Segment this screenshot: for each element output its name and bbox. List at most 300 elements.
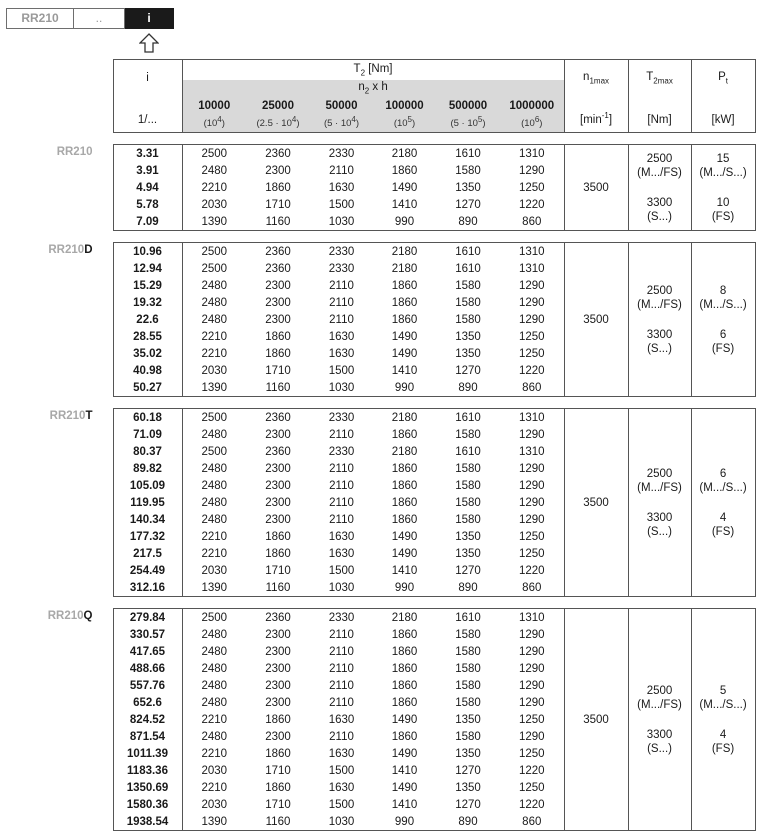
torque-value: 2480 bbox=[201, 462, 228, 475]
torque-value: 990 bbox=[373, 813, 436, 831]
ratio-cell: 417.65 bbox=[113, 643, 182, 660]
torque-value: 1630 bbox=[328, 781, 355, 794]
torque-value: 860 bbox=[500, 579, 564, 597]
t2max-value: 2500 (M.../FS) 3300 (S...) bbox=[628, 145, 691, 231]
ratio-cell: 105.09 bbox=[113, 477, 182, 494]
torque-value: 1250 bbox=[518, 713, 545, 726]
ratio-cell: 5.78 bbox=[113, 196, 182, 213]
torque-value: 1250 bbox=[518, 547, 545, 560]
torque-value: 1030 bbox=[310, 579, 373, 597]
ratio-cell: 279.84 bbox=[113, 609, 182, 627]
n1max-value: 3500 bbox=[564, 145, 628, 231]
table-row bbox=[5, 243, 755, 261]
torque-value: 1290 bbox=[518, 696, 545, 709]
torque-value: 1580 bbox=[455, 313, 481, 326]
torque-value: 1490 bbox=[391, 347, 418, 360]
torque-value: 1290 bbox=[518, 313, 545, 326]
torque-value: 2110 bbox=[329, 662, 354, 675]
life-value: 10000 bbox=[198, 100, 231, 112]
pt-value: 15 (M.../S...) 10 (FS) bbox=[691, 145, 755, 231]
torque-value: 2480 bbox=[201, 313, 228, 326]
torque-value: 1290 bbox=[518, 645, 545, 658]
torque-value: 2110 bbox=[329, 313, 354, 326]
ratio-cell: 89.82 bbox=[113, 460, 182, 477]
ratio-cell: 1938.54 bbox=[113, 813, 182, 831]
torque-value: 2480 bbox=[201, 679, 228, 692]
table-row bbox=[5, 145, 755, 163]
torque-value: 2300 bbox=[265, 279, 291, 292]
torque-value: 1220 bbox=[518, 564, 545, 577]
ratio-cell: 50.27 bbox=[113, 379, 182, 397]
torque-value: 2300 bbox=[265, 645, 291, 658]
t2max-value: 2500 (M.../FS) 3300 (S...) bbox=[628, 243, 691, 397]
torque-value: 2300 bbox=[265, 313, 291, 326]
torque-value: 1290 bbox=[518, 296, 545, 309]
torque-value: 890 bbox=[436, 579, 500, 597]
torque-value: 2300 bbox=[265, 428, 291, 441]
ratio-cell: 1011.39 bbox=[113, 745, 182, 762]
header-pt: $P_t$ bbox=[691, 60, 755, 97]
torque-value: 1030 bbox=[310, 379, 373, 397]
torque-value: 2210 bbox=[201, 781, 228, 794]
torque-value: 2110 bbox=[329, 496, 354, 509]
torque-value: 2180 bbox=[391, 262, 418, 275]
torque-value: 1860 bbox=[265, 330, 291, 343]
torque-value: 2500 bbox=[182, 145, 246, 163]
pt-value: 5 (M.../S...) 4 (FS) bbox=[691, 609, 755, 831]
ratio-cell: 15.29 bbox=[113, 277, 182, 294]
ratio-cell: 871.54 bbox=[113, 728, 182, 745]
torque-value: 1350 bbox=[455, 530, 481, 543]
torque-value: 1860 bbox=[391, 479, 418, 492]
torque-value: 2480 bbox=[201, 513, 228, 526]
torque-value: 2300 bbox=[265, 296, 291, 309]
torque-value: 1270 bbox=[455, 764, 481, 777]
torque-value: 2500 bbox=[201, 262, 228, 275]
torque-value: 1630 bbox=[328, 547, 355, 560]
torque-value: 2300 bbox=[265, 496, 291, 509]
torque-value: 1410 bbox=[391, 198, 418, 211]
torque-value: 2500 bbox=[182, 409, 246, 427]
torque-value: 2030 bbox=[201, 198, 228, 211]
torque-value: 2210 bbox=[201, 181, 228, 194]
torque-value: 2360 bbox=[265, 445, 291, 458]
ratio-cell: 28.55 bbox=[113, 328, 182, 345]
torque-value: 1860 bbox=[391, 313, 418, 326]
torque-value: 1290 bbox=[518, 679, 545, 692]
ratio-cell: 254.49 bbox=[113, 562, 182, 579]
torque-value: 2180 bbox=[373, 609, 436, 627]
torque-value: 2110 bbox=[329, 730, 354, 743]
torque-value: 1630 bbox=[328, 181, 355, 194]
torque-value: 2030 bbox=[201, 364, 228, 377]
header-t2max-unit: [Nm] bbox=[628, 96, 691, 133]
torque-value: 1860 bbox=[265, 181, 291, 194]
life-exp: $(2.5 \cdot 10^4)$ bbox=[256, 115, 300, 130]
torque-value: 1860 bbox=[265, 747, 291, 760]
life-value: 100000 bbox=[385, 100, 424, 112]
torque-value: 890 bbox=[436, 213, 500, 231]
torque-value: 1500 bbox=[328, 764, 355, 777]
ratio-cell: 1350.69 bbox=[113, 779, 182, 796]
torque-value: 2480 bbox=[201, 730, 228, 743]
torque-value: 2110 bbox=[329, 428, 354, 441]
torque-value: 2110 bbox=[329, 479, 354, 492]
torque-value: 1860 bbox=[391, 496, 418, 509]
torque-value: 1860 bbox=[391, 296, 418, 309]
torque-value: 990 bbox=[373, 379, 436, 397]
torque-value: 1030 bbox=[310, 813, 373, 831]
torque-value: 1860 bbox=[265, 713, 291, 726]
torque-value: 1410 bbox=[391, 364, 418, 377]
header-life-1 bbox=[246, 96, 310, 133]
torque-value: 1290 bbox=[518, 279, 545, 292]
ratio-cell: 80.37 bbox=[113, 443, 182, 460]
torque-value: 1860 bbox=[265, 547, 291, 560]
header-n1max-unit: $[\min^{-1}]$ bbox=[564, 96, 628, 133]
ratio-cell: 177.32 bbox=[113, 528, 182, 545]
torque-value: 1860 bbox=[391, 730, 418, 743]
ratio-cell: 330.57 bbox=[113, 626, 182, 643]
torque-value: 2210 bbox=[201, 347, 228, 360]
torque-value: 1350 bbox=[455, 330, 481, 343]
torque-value: 1490 bbox=[391, 330, 418, 343]
header-n1max: $n_{1max}$ bbox=[564, 60, 628, 97]
ratio-cell: 217.5 bbox=[113, 545, 182, 562]
header-n2-x-h: $n_2$ x h bbox=[182, 80, 564, 96]
torque-value: 1350 bbox=[455, 713, 481, 726]
torque-value: 1160 bbox=[246, 579, 310, 597]
life-value: 500000 bbox=[448, 100, 488, 112]
torque-value: 1290 bbox=[518, 428, 545, 441]
torque-value: 2180 bbox=[373, 409, 436, 427]
pt-value: 8 (M.../S...) 6 (FS) bbox=[691, 243, 755, 397]
ratio-cell: 4.94 bbox=[113, 179, 182, 196]
torque-value: 1390 bbox=[182, 379, 246, 397]
torque-value: 1630 bbox=[328, 330, 355, 343]
torque-value: 1390 bbox=[182, 213, 246, 231]
ratio-cell: 557.76 bbox=[113, 677, 182, 694]
torque-value: 2300 bbox=[265, 164, 291, 177]
torque-value: 1630 bbox=[328, 713, 355, 726]
header-i: i bbox=[113, 60, 182, 97]
torque-value: 2110 bbox=[329, 645, 354, 658]
torque-value: 1270 bbox=[455, 564, 481, 577]
torque-value: 2500 bbox=[201, 445, 228, 458]
torque-value: 1290 bbox=[518, 479, 545, 492]
torque-value: 1580 bbox=[455, 164, 481, 177]
torque-value: 2360 bbox=[265, 262, 291, 275]
torque-value: 2110 bbox=[329, 462, 354, 475]
torque-value: 2300 bbox=[265, 462, 291, 475]
pt-value: 6 (M.../S...) 4 (FS) bbox=[691, 409, 755, 597]
torque-value: 990 bbox=[373, 579, 436, 597]
torque-value: 2210 bbox=[201, 330, 228, 343]
torque-value: 1860 bbox=[391, 428, 418, 441]
torque-value: 1410 bbox=[391, 564, 418, 577]
torque-value: 1860 bbox=[391, 628, 418, 641]
torque-value: 2360 bbox=[246, 145, 310, 163]
torque-value: 1310 bbox=[500, 145, 564, 163]
tab-i-active[interactable]: i bbox=[125, 8, 174, 29]
torque-value: 1310 bbox=[500, 243, 564, 261]
ratio-cell: 824.52 bbox=[113, 711, 182, 728]
torque-value: 1490 bbox=[391, 530, 418, 543]
torque-value: 1580 bbox=[455, 296, 481, 309]
torque-value: 2210 bbox=[201, 713, 228, 726]
group-name: RR210T bbox=[49, 409, 93, 422]
t2max-value: 2500 (M.../FS) 3300 (S...) bbox=[628, 409, 691, 597]
ratio-cell: 7.09 bbox=[113, 213, 182, 231]
torque-value: 2110 bbox=[329, 628, 354, 641]
torque-value: 1860 bbox=[391, 462, 418, 475]
torque-value: 1860 bbox=[391, 679, 418, 692]
n1max-value: 3500 bbox=[564, 243, 628, 397]
ratio-cell: 3.91 bbox=[113, 162, 182, 179]
header-life-4 bbox=[436, 96, 500, 133]
torque-value: 1270 bbox=[455, 198, 481, 211]
torque-value: 1630 bbox=[328, 530, 355, 543]
torque-value: 2210 bbox=[201, 547, 228, 560]
torque-value: 1580 bbox=[455, 479, 481, 492]
header-pt-unit: [kW] bbox=[691, 96, 755, 133]
torque-value: 2330 bbox=[310, 145, 373, 163]
torque-value: 2110 bbox=[329, 296, 354, 309]
life-value: 50000 bbox=[325, 100, 358, 112]
torque-value: 1160 bbox=[246, 379, 310, 397]
torque-value: 2480 bbox=[201, 496, 228, 509]
ratio-cell: 10.96 bbox=[113, 243, 182, 261]
ratio-cell: 652.6 bbox=[113, 694, 182, 711]
torque-value: 2300 bbox=[265, 679, 291, 692]
torque-value: 1220 bbox=[518, 764, 545, 777]
torque-value: 1390 bbox=[182, 579, 246, 597]
torque-value: 1160 bbox=[246, 813, 310, 831]
torque-value: 2480 bbox=[201, 164, 228, 177]
header-life-2 bbox=[310, 96, 373, 133]
torque-value: 1410 bbox=[391, 798, 418, 811]
torque-value: 2300 bbox=[265, 696, 291, 709]
arrow-up-icon bbox=[139, 33, 159, 53]
ratio-cell: 40.98 bbox=[113, 362, 182, 379]
life-exp: $(10^4)$ bbox=[203, 115, 225, 130]
torque-value: 1580 bbox=[455, 679, 481, 692]
life-exp: $(5 \cdot 10^4)$ bbox=[323, 115, 360, 130]
torque-value: 1290 bbox=[518, 628, 545, 641]
torque-value: 890 bbox=[436, 813, 500, 831]
n1max-value: 3500 bbox=[564, 609, 628, 831]
torque-value: 1610 bbox=[455, 445, 481, 458]
torque-value: 2210 bbox=[201, 747, 228, 760]
torque-value: 1390 bbox=[182, 813, 246, 831]
torque-value: 1580 bbox=[455, 628, 481, 641]
torque-value: 1610 bbox=[455, 262, 481, 275]
tab-rr210[interactable]: RR210 bbox=[6, 8, 74, 29]
torque-value: 1290 bbox=[518, 662, 545, 675]
torque-value: 1250 bbox=[518, 347, 545, 360]
torque-value: 1630 bbox=[328, 747, 355, 760]
table-row bbox=[5, 409, 755, 427]
torque-value: 1160 bbox=[246, 213, 310, 231]
torque-value: 2110 bbox=[329, 279, 354, 292]
torque-value: 2030 bbox=[201, 764, 228, 777]
torque-value: 1350 bbox=[455, 547, 481, 560]
ratio-cell: 1183.36 bbox=[113, 762, 182, 779]
breadcrumb bbox=[6, 8, 174, 29]
torque-value: 1610 bbox=[436, 609, 500, 627]
torque-value: 2300 bbox=[265, 513, 291, 526]
table-row bbox=[5, 609, 755, 627]
torque-value: 1270 bbox=[455, 798, 481, 811]
ratio-cell: 488.66 bbox=[113, 660, 182, 677]
torque-value: 2300 bbox=[265, 479, 291, 492]
torque-value: 1580 bbox=[455, 462, 481, 475]
torque-value: 1860 bbox=[265, 347, 291, 360]
torque-value: 1290 bbox=[518, 462, 545, 475]
torque-value: 1490 bbox=[391, 547, 418, 560]
torque-value: 1490 bbox=[391, 713, 418, 726]
ratio-cell: 3.31 bbox=[113, 145, 182, 163]
group-name: RR210Q bbox=[47, 609, 93, 622]
torque-value: 1290 bbox=[518, 496, 545, 509]
torque-value: 1500 bbox=[328, 364, 355, 377]
ratio-cell: 1580.36 bbox=[113, 796, 182, 813]
torque-value: 1410 bbox=[391, 764, 418, 777]
torque-value: 1290 bbox=[518, 164, 545, 177]
torque-value: 1580 bbox=[455, 496, 481, 509]
torque-value: 1250 bbox=[518, 747, 545, 760]
torque-value: 2360 bbox=[246, 243, 310, 261]
torque-value: 890 bbox=[436, 379, 500, 397]
torque-value: 2330 bbox=[310, 609, 373, 627]
torque-value: 2180 bbox=[373, 243, 436, 261]
torque-value: 2110 bbox=[329, 164, 354, 177]
ratio-cell: 140.34 bbox=[113, 511, 182, 528]
torque-value: 2180 bbox=[391, 445, 418, 458]
torque-value: 860 bbox=[500, 379, 564, 397]
torque-value: 1710 bbox=[265, 764, 291, 777]
torque-value: 1610 bbox=[436, 409, 500, 427]
torque-value: 1350 bbox=[455, 747, 481, 760]
life-exp: $(10^6)$ bbox=[521, 115, 543, 130]
torque-value: 2330 bbox=[310, 409, 373, 427]
torque-value: 860 bbox=[500, 213, 564, 231]
ratio-cell: 35.02 bbox=[113, 345, 182, 362]
torque-value: 1290 bbox=[518, 513, 545, 526]
torque-value: 1250 bbox=[518, 330, 545, 343]
header-i-unit: 1/... bbox=[113, 96, 182, 133]
torque-value: 1310 bbox=[500, 409, 564, 427]
torque-spec-table bbox=[5, 59, 756, 831]
torque-value: 2480 bbox=[201, 479, 228, 492]
ratio-cell: 60.18 bbox=[113, 409, 182, 427]
torque-value: 2480 bbox=[201, 296, 228, 309]
torque-value: 2500 bbox=[182, 243, 246, 261]
n1max-value: 3500 bbox=[564, 409, 628, 597]
torque-value: 1860 bbox=[391, 513, 418, 526]
header-t2: $T_2$ [Nm] bbox=[182, 60, 564, 81]
ratio-cell: 19.32 bbox=[113, 294, 182, 311]
torque-value: 1860 bbox=[391, 645, 418, 658]
torque-value: 1250 bbox=[518, 781, 545, 794]
torque-value: 2360 bbox=[246, 609, 310, 627]
torque-value: 2480 bbox=[201, 628, 228, 641]
torque-value: 1580 bbox=[455, 513, 481, 526]
ratio-cell: 12.94 bbox=[113, 260, 182, 277]
torque-value: 1250 bbox=[518, 181, 545, 194]
ratio-cell: 312.16 bbox=[113, 579, 182, 597]
torque-value: 1500 bbox=[328, 198, 355, 211]
torque-value: 2300 bbox=[265, 628, 291, 641]
torque-value: 1630 bbox=[328, 347, 355, 360]
torque-value: 2180 bbox=[373, 145, 436, 163]
header-life-3 bbox=[373, 96, 436, 133]
group-name: RR210 bbox=[56, 145, 93, 158]
torque-value: 2110 bbox=[329, 513, 354, 526]
torque-value: 2300 bbox=[265, 730, 291, 743]
torque-value: 2110 bbox=[329, 679, 354, 692]
torque-value: 1580 bbox=[455, 279, 481, 292]
ratio-cell: 119.95 bbox=[113, 494, 182, 511]
torque-value: 1030 bbox=[310, 213, 373, 231]
torque-value: 1490 bbox=[391, 747, 418, 760]
torque-value: 2480 bbox=[201, 428, 228, 441]
torque-value: 1710 bbox=[265, 798, 291, 811]
torque-value: 2360 bbox=[246, 409, 310, 427]
ratio-cell: 22.6 bbox=[113, 311, 182, 328]
torque-value: 1860 bbox=[265, 781, 291, 794]
torque-value: 1350 bbox=[455, 781, 481, 794]
torque-value: 1710 bbox=[265, 198, 291, 211]
torque-value: 860 bbox=[500, 813, 564, 831]
ratio-cell: 71.09 bbox=[113, 426, 182, 443]
torque-value: 1860 bbox=[391, 662, 418, 675]
torque-value: 1580 bbox=[455, 696, 481, 709]
torque-value: 2480 bbox=[201, 696, 228, 709]
torque-value: 2330 bbox=[328, 262, 355, 275]
header-life-0 bbox=[182, 96, 246, 133]
group-name: RR210D bbox=[48, 243, 93, 256]
torque-value: 1310 bbox=[518, 262, 545, 275]
torque-value: 2480 bbox=[201, 662, 228, 675]
torque-value: 2330 bbox=[328, 445, 355, 458]
life-value: 1000000 bbox=[509, 100, 555, 112]
torque-value: 2110 bbox=[329, 696, 354, 709]
torque-value: 1580 bbox=[455, 428, 481, 441]
torque-value: 1860 bbox=[265, 530, 291, 543]
torque-value: 1610 bbox=[436, 145, 500, 163]
tab-ellipsis[interactable]: .. bbox=[74, 8, 125, 29]
torque-value: 1220 bbox=[518, 798, 545, 811]
torque-value: 1860 bbox=[391, 279, 418, 292]
torque-value: 1220 bbox=[518, 364, 545, 377]
life-exp: $(5 \cdot 10^5)$ bbox=[450, 115, 486, 130]
torque-value: 1500 bbox=[328, 798, 355, 811]
torque-value: 1500 bbox=[328, 564, 355, 577]
torque-value: 1860 bbox=[391, 164, 418, 177]
torque-value: 2300 bbox=[265, 662, 291, 675]
header-life-5 bbox=[500, 96, 564, 133]
torque-value: 1580 bbox=[455, 730, 481, 743]
torque-value: 2480 bbox=[201, 645, 228, 658]
torque-value: 2330 bbox=[310, 243, 373, 261]
torque-value: 2480 bbox=[201, 279, 228, 292]
torque-value: 2030 bbox=[201, 564, 228, 577]
t2max-value: 2500 (M.../FS) 3300 (S...) bbox=[628, 609, 691, 831]
torque-value: 1580 bbox=[455, 662, 481, 675]
torque-value: 1290 bbox=[518, 730, 545, 743]
torque-value: 1490 bbox=[391, 781, 418, 794]
